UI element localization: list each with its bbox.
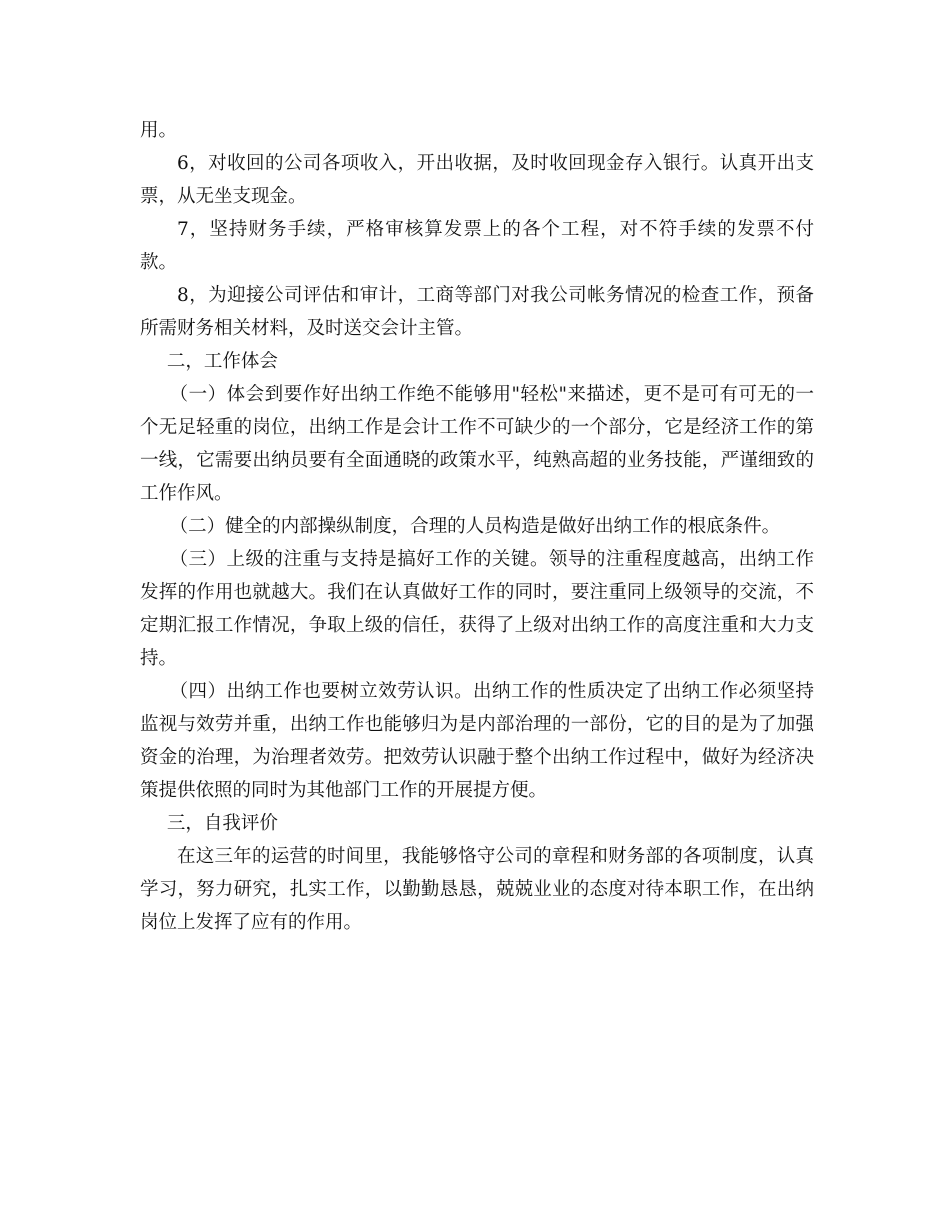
paragraph-experience-2: （二）健全的内部操纵制度，合理的人员构造是做好出纳工作的根底条件。 (169, 516, 781, 537)
paragraph-item-6: 6，对收回的公司各项收入，开出收据，及时收回现金存入银行。认真开出支票，从无坐支现金。 (140, 153, 814, 207)
section-heading-3: 三，自我评价 (166, 813, 278, 834)
paragraph-continuation: 用。 (140, 120, 178, 141)
paragraph-self-evaluation: 在这三年的运营的时间里，我能够恪守公司的章程和财务部的各项制度，认真学习，努力研究，扎实工作，以勤勤恳恳，兢兢业业的态度对待本职工作，在出纳岗位上发挥了应有的作用。 (140, 846, 814, 933)
section-heading-2: 二，工作体会 (166, 351, 278, 372)
paragraph-item-8: 8，为迎接公司评估和审计，工商等部门对我公司帐务情况的检查工作，预备所需财务相关材料，及时送交会计主管。 (140, 285, 814, 339)
paragraph-experience-4: （四）出纳工作也要树立效劳认识。出纳工作的性质决定了出纳工作必须坚持监视与效劳并重，出纳工作也能够归为是内部治理的一部份，它的目的是为了加强资金的治理，为治理者效劳。把效劳认识融于整个出纳工作过程中，做好为经济决策提供依照的同时为其他部门工作的开展提方便。 (140, 681, 814, 801)
document-body (140, 114, 814, 939)
paragraph-item-7: 7，坚持财务手续，严格审核算发票上的各个工程，对不符手续的发票不付款。 (140, 219, 814, 273)
paragraph-experience-3: （三）上级的注重与支持是搞好工作的关键。领导的注重程度越高，出纳工作发挥的作用也就越大。我们在认真做好工作的同时，要注重同上级领导的交流，不定期汇报工作情况，争取上级的信任，获得了上级对出纳工作的高度注重和大力支持。 (140, 549, 814, 669)
paragraph-experience-1: （一）体会到要作好出纳工作绝不能够用"轻松"来描述，更不是可有可无的一个无足轻重的岗位，出纳工作是会计工作不可缺少的一个部分，它是经济工作的第一线，它需要出纳员要有全面通晓的政策水平，纯熟高超的业务技能，严谨细致的工作作风。 (140, 384, 814, 504)
